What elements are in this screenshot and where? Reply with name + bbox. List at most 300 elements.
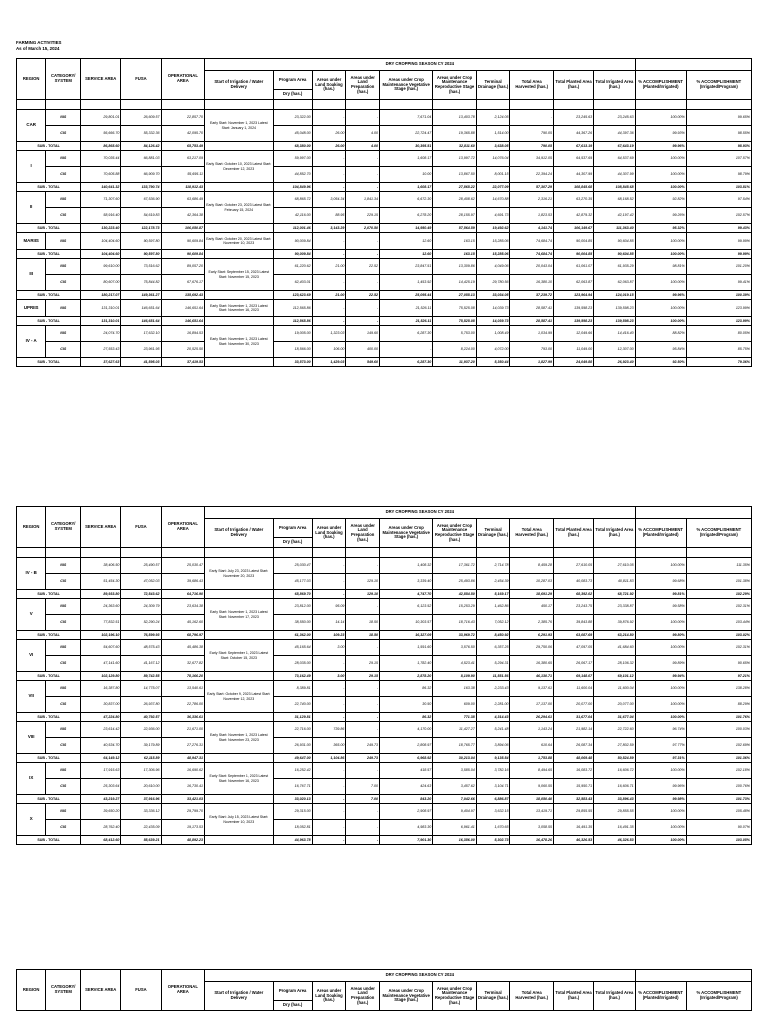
subtotal-value: 6,287.30 xyxy=(380,358,433,367)
value-cell: 3,054.34 xyxy=(312,192,346,208)
blank-cell xyxy=(81,100,121,110)
value-cell: 63,270.35 xyxy=(553,192,593,208)
value-cell: 19,173.53 xyxy=(161,820,204,836)
table-row xyxy=(17,697,752,713)
table-row xyxy=(17,110,752,126)
value-cell: 70,605.88 xyxy=(81,167,121,183)
blank-cell xyxy=(17,548,46,558)
subtotal-value: 163.15 xyxy=(433,250,476,259)
blank-cell xyxy=(553,100,593,110)
value-cell: 29,855.55 xyxy=(553,804,593,820)
value-cell: 3.00 xyxy=(312,640,346,656)
subtotal-value: 31,129.81 xyxy=(273,713,312,722)
table-row xyxy=(17,599,752,615)
value-cell: 101.20% xyxy=(686,259,751,275)
region-cell: UPRIIS xyxy=(17,300,46,317)
value-cell: 9,137.61 xyxy=(510,681,553,697)
subtotal-value: 4.00 xyxy=(346,142,380,151)
value-cell: 1,608.17 xyxy=(380,151,433,167)
table-header xyxy=(17,59,752,100)
value-cell: 149.60 xyxy=(346,326,380,342)
category-cell: NIS xyxy=(46,558,81,574)
subtotal-value: 95.32% xyxy=(635,224,686,233)
value-cell: 450.17 xyxy=(510,599,553,615)
value-cell: 88.82% xyxy=(635,326,686,342)
col-accomplishment-irrigated: % ACCOMPLISHMENT (Irrigated/Program) xyxy=(686,982,751,1011)
value-cell: 22,394.24 xyxy=(510,167,553,183)
subtotal-value: 102,129.80 xyxy=(81,672,121,681)
value-cell: 90,609.84 xyxy=(161,233,204,250)
category-cell: NIS xyxy=(46,640,81,656)
value-cell: - xyxy=(380,342,433,358)
col-total-planted: Total Planted Area (has.) xyxy=(553,982,593,1011)
value-cell: 14,775.07 xyxy=(121,681,161,697)
value-cell: 45,165.64 xyxy=(273,640,312,656)
value-cell: 40,811.83 xyxy=(594,574,635,590)
subtotal-value: 29.15 xyxy=(346,672,380,681)
subtotal-value: 5,169.17 xyxy=(476,590,510,599)
subtotal-value: 1,429.03 xyxy=(312,358,346,367)
value-cell: 24,074.70 xyxy=(81,326,121,342)
value-cell: 16,252.42 xyxy=(273,763,312,779)
irrigation-start-cell: Early Start: September 1, 2023 Latest Start: November 16, 2023 xyxy=(205,763,273,795)
table-row xyxy=(17,558,752,574)
value-cell: - xyxy=(346,275,380,291)
value-cell: 138.28% xyxy=(686,681,751,697)
value-cell: 11,600.04 xyxy=(553,681,593,697)
value-cell: 34,912.05 xyxy=(510,151,553,167)
col-reproductive-stage: Areas under Crop Maintenance Reproductive Stage (has.) xyxy=(433,982,476,1011)
region-cell: I xyxy=(17,151,46,183)
table-row xyxy=(17,574,752,590)
subtotal-value: 249.73 xyxy=(346,754,380,763)
subtotal-value: 33,034.05 xyxy=(476,291,510,300)
value-cell: 90.07% xyxy=(686,820,751,836)
col-accomplishment-planted: % ACCOMPLISHMENT (Planted/Irrigated) xyxy=(635,982,686,1011)
value-cell: 61,220.62 xyxy=(273,259,312,275)
subtotal-value: 135,692.43 xyxy=(161,291,204,300)
value-cell: 40,083.73 xyxy=(553,574,593,590)
subtotal-value: 46,326.53 xyxy=(594,836,635,845)
table-row xyxy=(17,167,752,183)
value-cell: 47,097.05 xyxy=(553,640,593,656)
value-cell: 12.60 xyxy=(380,233,433,250)
subtotal-value: 79.36% xyxy=(686,358,751,367)
subtotal-value: 27,865.22 xyxy=(433,183,476,192)
value-cell: 18,566.00 xyxy=(273,342,312,358)
value-cell: 29,750.06 xyxy=(510,640,553,656)
blank-cell xyxy=(273,548,312,558)
value-cell: 17,306.96 xyxy=(121,763,161,779)
value-cell: 14,416.40 xyxy=(594,326,635,342)
value-cell: 28,106.32 xyxy=(594,656,635,672)
blank-cell xyxy=(312,548,346,558)
table-row xyxy=(17,738,752,754)
value-cell: 25,490.57 xyxy=(121,558,161,574)
value-cell: 17,915.63 xyxy=(81,763,121,779)
subtotal-value: 118,912.43 xyxy=(161,183,204,192)
value-cell: 23,614.42 xyxy=(81,722,121,738)
subtotal-empty xyxy=(205,183,273,192)
value-cell: 16,380.65 xyxy=(510,656,553,672)
value-cell: 28,155.97 xyxy=(433,208,476,224)
value-cell: 4.00 xyxy=(346,126,380,142)
value-cell: 55,332.36 xyxy=(121,126,161,142)
table-header xyxy=(17,507,752,548)
region-cell: II xyxy=(17,192,46,224)
value-cell: 23,322.00 xyxy=(273,110,312,126)
value-cell: 11,427.27 xyxy=(433,722,476,738)
value-cell: 62,063.87 xyxy=(594,275,635,291)
category-cell: NIS xyxy=(46,599,81,615)
subtotal-value: 149,361.27 xyxy=(121,291,161,300)
subtotal-value: 99.96% xyxy=(635,291,686,300)
subtotal-row xyxy=(17,250,752,259)
value-cell: 229.15 xyxy=(346,208,380,224)
blank-cell xyxy=(46,548,81,558)
category-cell: NIS xyxy=(46,300,81,317)
value-cell: 75,525.08 xyxy=(433,300,476,317)
value-cell: 3,058.55 xyxy=(510,820,553,836)
value-cell: 23,243.75 xyxy=(553,599,593,615)
value-cell: 139,598.23 xyxy=(594,300,635,317)
value-cell: 24,363.60 xyxy=(81,599,121,615)
value-cell: 45,048.00 xyxy=(273,126,312,142)
value-cell: 793.00 xyxy=(510,342,553,358)
subtotal-label: SUB - TOTAL xyxy=(17,142,81,151)
value-cell: 14,670.88 xyxy=(476,192,510,208)
subtotal-value: 46,326.53 xyxy=(553,836,593,845)
blank-cell xyxy=(346,548,380,558)
value-cell: 64,537.69 xyxy=(553,151,593,167)
value-cell: 610.64 xyxy=(510,738,553,754)
value-cell: 16,730.41 xyxy=(161,779,204,795)
subtotal-value: 12.60 xyxy=(380,250,433,259)
subtotal-value: 771.38 xyxy=(433,713,476,722)
value-cell: 16,894.53 xyxy=(161,326,204,342)
value-cell: 42,116.00 xyxy=(273,208,312,224)
subtotal-value: 30,213.04 xyxy=(433,754,476,763)
value-cell: 3,457.62 xyxy=(433,779,476,795)
col-total-planted: Total Planted Area (has.) xyxy=(553,71,593,100)
header-row xyxy=(17,507,752,519)
value-cell: 139,598.23 xyxy=(553,300,593,317)
subtotal-empty xyxy=(205,590,273,599)
subtotal-value: 48,069.48 xyxy=(553,754,593,763)
subtotal-value: 27,055.13 xyxy=(433,291,476,300)
table-row xyxy=(17,763,752,779)
category-cell: CIS xyxy=(46,275,81,291)
region-cell: IX xyxy=(17,763,46,795)
subtotal-value: 3,143.29 xyxy=(312,224,346,233)
value-cell: 8,001.15 xyxy=(476,167,510,183)
subtotal-value: 55,639.21 xyxy=(121,836,161,845)
value-cell: 1,143.24 xyxy=(510,722,553,738)
subtotal-value: - xyxy=(312,713,346,722)
value-cell: 44,307.99 xyxy=(553,167,593,183)
value-cell: 129.10 xyxy=(346,574,380,590)
subtotal-value: 42,854.50 xyxy=(433,590,476,599)
region-cell: MARIIS xyxy=(17,233,46,250)
category-cell: CIS xyxy=(46,342,81,358)
subtotal-value: 7.00 xyxy=(346,795,380,804)
subtotal-value: 5,350.44 xyxy=(476,358,510,367)
value-cell: 29.15 xyxy=(346,656,380,672)
value-cell: 18.50 xyxy=(346,615,380,631)
value-cell: 2,316.21 xyxy=(510,192,553,208)
value-cell: 16,491.35 xyxy=(594,820,635,836)
value-cell: 27,553.43 xyxy=(81,342,121,358)
table-row xyxy=(17,275,752,291)
value-cell: 4,049.06 xyxy=(476,259,510,275)
subtotal-empty xyxy=(205,224,273,233)
subtotal-value: 106,050.87 xyxy=(161,224,204,233)
blank-cell xyxy=(635,548,686,558)
value-cell: 16,387.80 xyxy=(81,681,121,697)
value-cell: 29,780.56 xyxy=(476,275,510,291)
subtotal-value: 106,149.67 xyxy=(553,224,593,233)
subtotal-value: 99.99% xyxy=(686,250,751,259)
value-cell: 22,857.70 xyxy=(161,110,204,126)
value-cell: 54,619.83 xyxy=(121,208,161,224)
subtotal-value: 86.32 xyxy=(380,713,433,722)
region-cell: IV - B xyxy=(17,558,46,590)
subtotal-value: 1,827.99 xyxy=(510,358,553,367)
subtotal-value: 123,964.94 xyxy=(553,291,593,300)
subtotal-value: 100.00% xyxy=(635,317,686,326)
col-accomplishment-planted: % ACCOMPLISHMENT (Planted/Irrigated) xyxy=(635,71,686,100)
blank-cell xyxy=(161,548,204,558)
value-cell: 25,030.47 xyxy=(161,558,204,574)
subtotal-value: 90,609.84 xyxy=(161,250,204,259)
subtotal-value: 33,969.72 xyxy=(433,631,476,640)
subtotal-value: 75,525.08 xyxy=(433,317,476,326)
value-cell: - xyxy=(346,151,380,167)
value-cell: 8,389.81 xyxy=(273,681,312,697)
subtotal-value: 16,356.00 xyxy=(433,836,476,845)
value-cell: 41,684.60 xyxy=(594,640,635,656)
blank-cell xyxy=(205,100,273,110)
category-cell: CIS xyxy=(46,167,81,183)
value-cell: 4,523.41 xyxy=(433,656,476,672)
value-cell: - xyxy=(346,110,380,126)
value-cell: 99.58% xyxy=(635,599,686,615)
subtotal-value: 102.29% xyxy=(686,590,751,599)
subtotal-value: 49,647.00 xyxy=(273,754,312,763)
table-row xyxy=(17,640,752,656)
value-cell: 4,691.73 xyxy=(476,208,510,224)
value-cell: 1,462.86 xyxy=(476,599,510,615)
subtotal-value: - xyxy=(312,590,346,599)
value-cell: 100.00% xyxy=(635,615,686,631)
value-cell: 41,167.12 xyxy=(121,656,161,672)
value-cell: 22,786.00 xyxy=(161,697,204,713)
col-reproductive-stage: Areas under Crop Maintenance Reproductive Stage (has.) xyxy=(433,519,476,548)
value-cell: 71,307.60 xyxy=(81,192,121,208)
page-header xyxy=(16,40,61,52)
subtotal-value: - xyxy=(312,183,346,192)
col-program-area: Program Area xyxy=(273,982,312,1001)
subtotal-value: 90,604.85 xyxy=(594,250,635,259)
value-cell: 98.81% xyxy=(635,259,686,275)
subtotal-value: 90,009.84 xyxy=(273,250,312,259)
value-cell: 90,009.84 xyxy=(273,233,312,250)
col-reproductive-stage: Areas under Crop Maintenance Reproductive Stage (has.) xyxy=(433,71,476,100)
subtotal-empty xyxy=(205,631,273,640)
value-cell: 45,162.60 xyxy=(161,615,204,631)
subtotal-value: - xyxy=(312,795,346,804)
subtotal-value: - xyxy=(346,250,380,259)
value-cell: 15,285.06 xyxy=(476,233,510,250)
value-cell: 86.32 xyxy=(380,681,433,697)
col-operational-area: OPERATIONAL AREA xyxy=(161,970,204,1011)
value-cell: 39,876.92 xyxy=(594,615,635,631)
value-cell: 418.57 xyxy=(380,763,433,779)
subtotal-value: 28,587.41 xyxy=(510,317,553,326)
subtotal-value: - xyxy=(346,836,380,845)
header-spacer xyxy=(635,970,751,982)
value-cell: 68,865.72 xyxy=(273,192,312,208)
subtotal-value: 24,049.88 xyxy=(553,358,593,367)
subtotal-value: 9,135.54 xyxy=(476,754,510,763)
value-cell: - xyxy=(312,300,346,317)
blank-cell xyxy=(312,100,346,110)
as-of-date: As of March 15, 2024 xyxy=(16,46,60,51)
region-cell: VIII xyxy=(17,722,46,754)
subtotal-value: 108,845.68 xyxy=(553,183,593,192)
subtotal-value: 37,627.63 xyxy=(81,358,121,367)
value-cell: 99.26% xyxy=(635,208,686,224)
value-cell: - xyxy=(312,233,346,250)
value-cell: 58,916.40 xyxy=(81,208,121,224)
col-terminal-drainage: Terminal Drainage (has.) xyxy=(476,519,510,548)
subtotal-value: - xyxy=(312,317,346,326)
value-cell: 73,516.62 xyxy=(121,259,161,275)
value-cell: 42,364.38 xyxy=(161,208,204,224)
irrigation-start-cell: Early Start: July 23, 2023 Latest Start: November 20, 2023 xyxy=(205,558,273,590)
value-cell: 365.00 xyxy=(312,738,346,754)
value-cell: 42,095.70 xyxy=(161,126,204,142)
value-cell: 100.00% xyxy=(635,300,686,317)
subtotal-value: 131,310.01 xyxy=(81,317,121,326)
subtotal-value: 99.81% xyxy=(635,590,686,599)
subtotal-value: 48,892.23 xyxy=(161,836,204,845)
value-cell: 54,607.60 xyxy=(81,640,121,656)
dry-season-header: DRY CROPPING SEASON CY 2024 xyxy=(205,507,636,519)
subtotal-value: 14,950.49 xyxy=(380,224,433,233)
col-operational-area: OPERATIONAL AREA xyxy=(161,59,204,100)
col-service-area: SERVICE AREA xyxy=(81,507,121,548)
value-cell: 16,380.10 xyxy=(510,275,553,291)
col-category: CATEGORY/ SYSTEM xyxy=(46,970,81,1011)
value-cell: 92.82% xyxy=(635,192,686,208)
value-cell: 29,855.55 xyxy=(594,804,635,820)
category-cell: NIS xyxy=(46,763,81,779)
subtotal-value: 4,141.74 xyxy=(510,224,553,233)
value-cell: 38,406.50 xyxy=(81,558,121,574)
value-cell: - xyxy=(312,697,346,713)
subtotal-value: 57,564.59 xyxy=(433,224,476,233)
subtotal-label: SUB - TOTAL xyxy=(17,317,81,326)
value-cell: 30,837.00 xyxy=(81,697,121,713)
value-cell: 61,935.29 xyxy=(594,259,635,275)
subtotal-value: 64,149.12 xyxy=(81,754,121,763)
subtotal-value: 99.80% xyxy=(635,631,686,640)
category-cell: NIS xyxy=(46,192,81,208)
col-region: REGION xyxy=(17,507,46,548)
value-cell: 4,170.00 xyxy=(380,722,433,738)
value-cell: 48,575.43 xyxy=(121,640,161,656)
value-cell: 90,604.85 xyxy=(594,233,635,250)
value-cell: 100.76% xyxy=(686,779,751,795)
value-cell: - xyxy=(346,300,380,317)
subtotal-row xyxy=(17,672,752,681)
col-fusa: FUSA xyxy=(121,59,161,100)
table-row xyxy=(17,192,752,208)
value-cell: 16,491.35 xyxy=(553,820,593,836)
value-cell: 19,005.00 xyxy=(273,326,312,342)
subtotal-row xyxy=(17,224,752,233)
subtotal-empty xyxy=(205,250,273,259)
subtotal-value: 1,753.88 xyxy=(510,754,553,763)
value-cell: 25,493.86 xyxy=(433,574,476,590)
value-cell: 102.57% xyxy=(686,208,751,224)
subtotal-value: 30,395.51 xyxy=(380,142,433,151)
value-cell: 17,632.10 xyxy=(121,326,161,342)
subtotal-value: 84,126.42 xyxy=(121,142,161,151)
col-total-irrigated: Total Irrigated Area (has.) xyxy=(594,71,635,100)
irrigation-start-cell: Early Start: October 9, 2023 Latest Start: November 12, 2023 xyxy=(205,681,273,713)
value-cell: 32,677.82 xyxy=(161,656,204,672)
value-cell: 102.31% xyxy=(686,640,751,656)
col-accomplishment-irrigated: % ACCOMPLISHMENT (Irrigated/Program) xyxy=(686,71,751,100)
subtotal-value: 46,130.71 xyxy=(510,672,553,681)
value-cell: 99.96% xyxy=(635,779,686,795)
table-body xyxy=(17,100,752,367)
value-cell: 100.03% xyxy=(686,722,751,738)
col-service-area: SERVICE AREA xyxy=(81,59,121,100)
value-cell: 3,576.50 xyxy=(433,640,476,656)
subtotal-value: 26.00 xyxy=(312,142,346,151)
subtotal-value: 103.02% xyxy=(686,631,751,640)
value-cell: 6,287.30 xyxy=(380,326,433,342)
category-cell: NIS xyxy=(46,804,81,820)
value-cell: 55,695.11 xyxy=(161,167,204,183)
subtotal-value: 104,404.60 xyxy=(81,250,121,259)
col-program-area: Program Area xyxy=(273,71,312,90)
value-cell: 9,060.55 xyxy=(510,779,553,795)
subtotal-label: SUB - TOTAL xyxy=(17,631,81,640)
blank-cell xyxy=(476,548,510,558)
value-cell: 29,315.00 xyxy=(273,804,312,820)
value-cell: 100.00% xyxy=(635,763,686,779)
value-cell: 2,385.76 xyxy=(510,615,553,631)
value-cell: 89,057.20 xyxy=(161,259,204,275)
value-cell: 90,004.85 xyxy=(553,233,593,250)
col-total-harvested: Total Area Harvested (has.) xyxy=(510,982,553,1011)
value-cell: 609.00 xyxy=(433,697,476,713)
col-terminal-drainage: Terminal Drainage (has.) xyxy=(476,982,510,1011)
value-cell: 112,565.86 xyxy=(273,300,312,317)
value-cell: 100.00% xyxy=(635,640,686,656)
subtotal-value: 33,896.43 xyxy=(594,795,635,804)
subtotal-value: 97.21% xyxy=(686,672,751,681)
subtotal-value: 104,849.96 xyxy=(273,183,312,192)
col-fusa: FUSA xyxy=(121,970,161,1011)
value-cell: 13,997.72 xyxy=(433,151,476,167)
value-cell: 95.09 xyxy=(312,599,346,615)
value-cell: - xyxy=(312,151,346,167)
